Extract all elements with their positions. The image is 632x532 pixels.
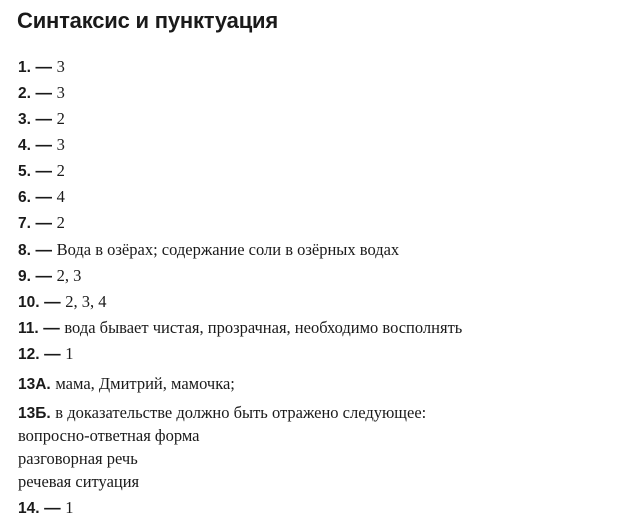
answer-6 <box>18 187 65 208</box>
answer-dash: — <box>30 241 57 259</box>
answer-number: 13Б. <box>18 405 51 422</box>
answer-text: 1 <box>65 498 74 517</box>
answer-11 <box>18 318 462 339</box>
answer-number: 9. <box>18 268 31 285</box>
answer-text: Вода в озёрах; содержание соли в озёрных водах <box>56 240 400 259</box>
answer-dash: — <box>30 136 57 154</box>
answer-text: 3 <box>56 57 65 76</box>
answer-8 <box>18 240 399 261</box>
answer-text: 3 <box>56 135 65 154</box>
answer-1 <box>18 57 65 78</box>
answer-3 <box>18 109 65 130</box>
answer-dash: — <box>30 214 57 232</box>
answer-text: 1 <box>65 344 74 363</box>
section-title: Синтаксис и пунктуация <box>17 8 278 33</box>
answer-number: 7. <box>18 215 31 232</box>
answer-dash: — <box>39 293 66 311</box>
answer-text: 2 <box>56 213 65 232</box>
answer-dash: — <box>30 267 57 285</box>
answer-dash: — <box>30 162 57 180</box>
answer-2 <box>18 83 65 104</box>
answer-dash: — <box>30 110 57 128</box>
answer-text: вода бывает чистая, прозрачная, необходимо восполнять <box>64 318 463 337</box>
answer-text: 2, 3, 4 <box>65 292 107 311</box>
answer-text: мама, Дмитрий, мамочка; <box>55 374 235 393</box>
answer-13a <box>18 374 235 395</box>
answer-13b <box>18 403 426 424</box>
answer-text: 4 <box>56 187 65 206</box>
answer-dash: — <box>38 319 65 337</box>
answer-text: 2, 3 <box>56 266 82 285</box>
answer-dash: — <box>30 188 57 206</box>
answer-number: 5. <box>18 163 31 180</box>
answer-text: 2 <box>56 161 65 180</box>
answer-text: 2 <box>56 109 65 128</box>
answer-number: 12. <box>18 346 40 363</box>
answer-number: 13А. <box>18 376 51 393</box>
answer-text: в доказательстве должно быть отражено следующее: <box>55 403 427 422</box>
answer-7 <box>18 213 65 234</box>
answer-dash: — <box>39 345 66 363</box>
answer-4 <box>18 135 65 156</box>
point-3: речевая ситуация <box>18 472 140 491</box>
point-2: разговорная речь <box>18 449 138 468</box>
answer-number: 4. <box>18 137 31 154</box>
answer-dash: — <box>30 58 57 76</box>
answer-14 <box>18 498 73 519</box>
answer-number: 2. <box>18 85 31 102</box>
answer-12 <box>18 344 73 365</box>
answer-number: 10. <box>18 294 40 311</box>
answer-10 <box>18 292 106 313</box>
answer-number: 11. <box>18 320 39 337</box>
answer-number: 6. <box>18 189 31 206</box>
answer-9 <box>18 266 81 287</box>
answer-number: 3. <box>18 111 31 128</box>
point-1: вопросно-ответная форма <box>18 426 200 445</box>
answer-number: 8. <box>18 242 31 259</box>
answer-number: 1. <box>18 59 31 76</box>
answer-number: 14. <box>18 500 40 517</box>
answer-text: 3 <box>56 83 65 102</box>
answer-dash: — <box>30 84 57 102</box>
answer-dash: — <box>39 499 66 517</box>
answer-5 <box>18 161 65 182</box>
